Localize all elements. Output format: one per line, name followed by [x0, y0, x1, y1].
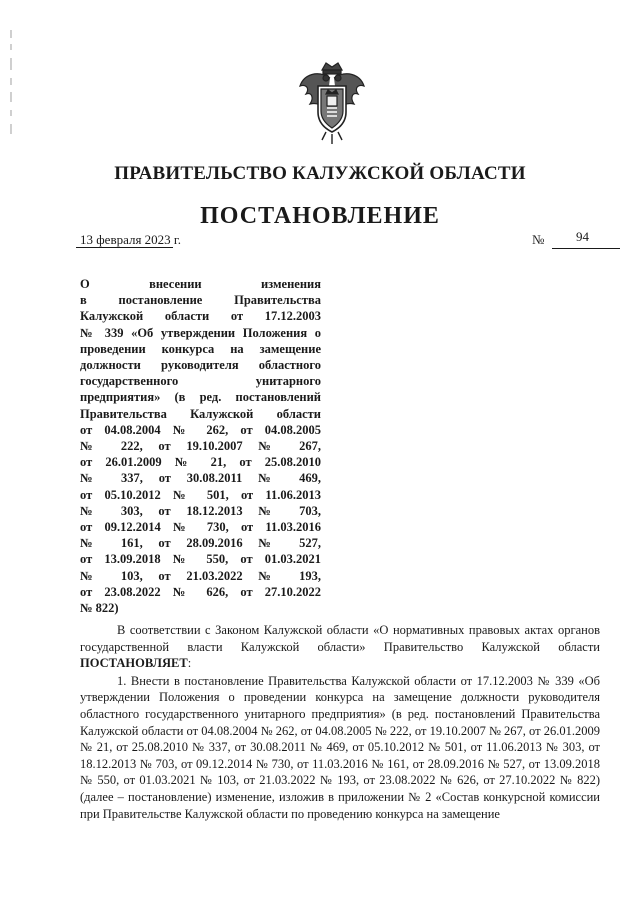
document-number [532, 230, 622, 254]
decree-word: ПОСТАНОВЛЯЕТ [80, 656, 188, 671]
document-date-text: 13 февраля 2023 г. [80, 232, 182, 247]
number-value: 94 [576, 229, 589, 244]
subject-line: от 05.10.2012 № 501, от 11.06.2013 [80, 487, 321, 502]
subject-line: должности руководителя областного [80, 358, 321, 373]
number-sign: № [532, 232, 545, 247]
subject-line: проведении конкурса на замещение [80, 341, 321, 356]
subject-line: Калужской области от 17.12.2003 [80, 309, 321, 324]
intro-text: В соответствии с Законом Калужской области «О нормативных правовых актах органов государственной власти Калужской области» Правительство Калужской области [80, 623, 600, 654]
document-subject-block [80, 276, 321, 616]
subject-line: от 13.09.2018 № 550, от 01.03.2021 [80, 552, 321, 567]
subject-line: предприятия» (в ред. постановлений [80, 390, 321, 405]
document-date [80, 232, 181, 248]
subject-line: от 09.12.2014 № 730, от 11.03.2016 [80, 520, 321, 535]
number-underline [552, 248, 620, 249]
date-underline [76, 247, 173, 248]
subject-line: № 337, от 30.08.2011 № 469, [80, 471, 321, 486]
subject-line: № 161, от 28.09.2016 № 527, [80, 536, 321, 551]
document-body [80, 622, 600, 822]
subject-line: О внесении изменения [80, 277, 321, 291]
subject-line: № 339 «Об утверждении Положения о [80, 325, 321, 340]
subject-line: № 222, от 19.10.2007 № 267, [80, 439, 321, 454]
coat-of-arms-icon [296, 60, 368, 146]
scan-edge-marks [8, 30, 14, 140]
subject-line: от 04.08.2004 № 262, от 04.08.2005 [80, 422, 321, 437]
intro-paragraph [80, 622, 600, 672]
subject-line: № 303, от 18.12.2013 № 703, [80, 503, 321, 518]
subject-line: от 23.08.2022 № 626, от 27.10.2022 [80, 584, 321, 599]
decree-colon: : [187, 656, 192, 671]
subject-line: государственного унитарного [80, 374, 321, 389]
government-title: ПРАВИТЕЛЬСТВО КАЛУЖСКОЙ ОБЛАСТИ [114, 163, 526, 184]
subject-line: Правительства Калужской области [80, 406, 321, 421]
point-1-paragraph: 1. Внести в постановление Правительства Калужской области от 17.12.2003 № 339 «Об утверждении Положения о проведении конкурса на замещение должности руководителя областного государственного унитарного предприятия» (в ред. постановлений Правительства Калужской области от 04.08.2004 № 262, от 04.08.2005 № 222, от 19.10.2007 № 267, от 26.01.2009 № 21, от 25.08.2010 № 337, от 30.08.2011 № 469, от 05.10.2012 № 501, от 11.06.2013 № 303, от 18.12.2013 № 703, от 09.12.2014 № 730, от 11.03.2016 № 161, от 28.09.2016 № 527, от 13.09.2018 № 550, от 01.03.2021 № 103, от 21.03.2022 № 193, от 23.08.2022 № 626, от 27.10.2022 № 822) (далее – постановление) изменение, изложив в приложении № 2 «Состав конкурсной комиссии при Правительстве Калужской области по проведению конкурса на замещение [80, 673, 600, 821]
subject-line-last: № 822) [80, 601, 119, 616]
subject-line: от 26.01.2009 № 21, от 25.08.2010 [80, 455, 321, 470]
subject-line: № 103, от 21.03.2022 № 193, [80, 568, 321, 583]
document-type-title: ПОСТАНОВЛЕНИЕ [200, 203, 440, 229]
subject-line: в постановление Правительства [80, 293, 321, 308]
